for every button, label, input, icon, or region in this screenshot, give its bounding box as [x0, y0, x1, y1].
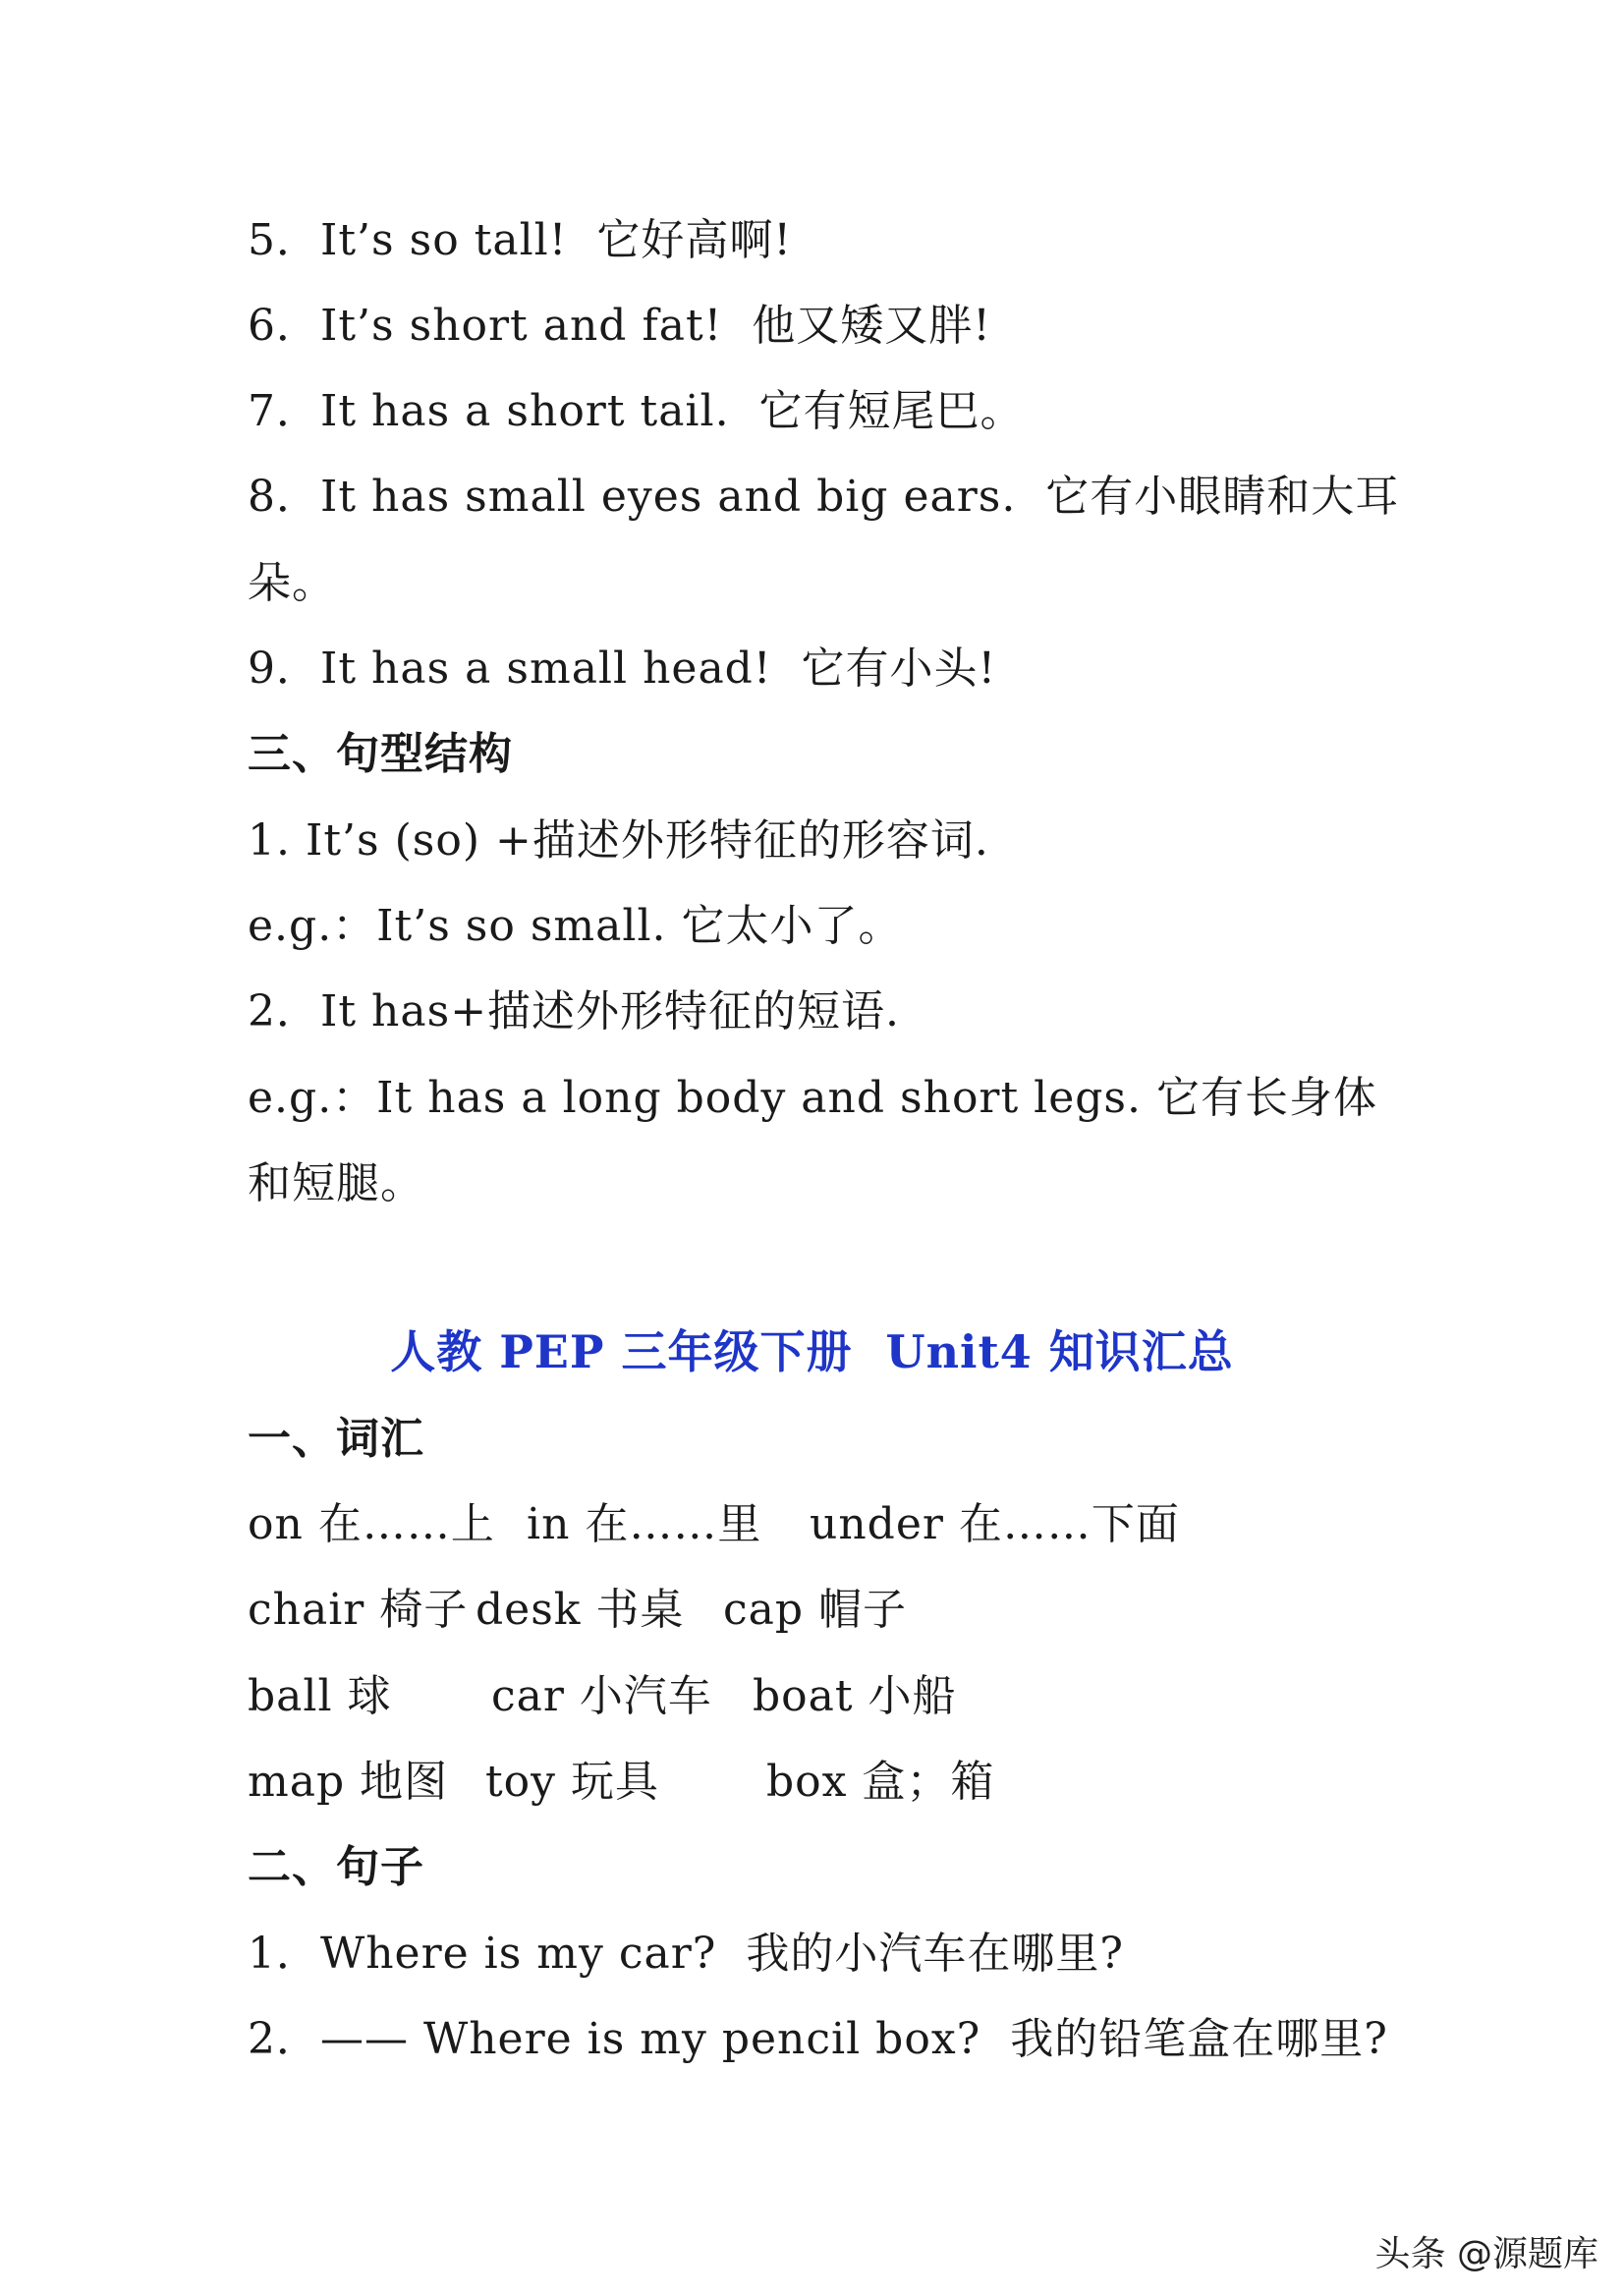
structure-example-2-continued: 和短腿。 [248, 1158, 424, 1208]
sentence-8-continued: 朵。 [248, 558, 336, 608]
sentence-5: 5．It’s so tall! 它好高啊! [248, 215, 793, 265]
vocab-item: ball 球 [248, 1671, 392, 1721]
vocab-item: cap 帽子 [723, 1585, 908, 1635]
structure-example-1: e.g.：It’s so small. 它太小了。 [248, 901, 903, 951]
vocab-item: box 盒；箱 [766, 1757, 995, 1807]
watermark: 头条 @源题库 [1374, 2234, 1598, 2274]
section-heading-sentences: 二、句子 [248, 1842, 424, 1892]
sentence-8: 8．It has small eyes and big ears. 它有小眼睛和大耳 [248, 472, 1400, 522]
unit4-sentence-1: 1．Where is my car? 我的小汽车在哪里? [248, 1929, 1124, 1979]
structure-line-1: 1. It’s (so) +描述外形特征的形容词. [248, 815, 989, 866]
vocab-item: chair 椅子 [248, 1585, 469, 1635]
sentence-9: 9．It has a small head! 它有小头! [248, 644, 997, 694]
vocab-item: desk 书桌 [476, 1585, 685, 1635]
vocab-item: under 在……下面 [810, 1499, 1180, 1549]
sentence-7: 7．It has a short tail. 它有短尾巴。 [248, 386, 1025, 436]
section-heading-structure: 三、句型结构 [248, 729, 513, 779]
vocab-item: map 地图 [248, 1757, 449, 1807]
section-heading-vocab: 一、词汇 [248, 1414, 424, 1464]
vocab-item: toy 玩具 [485, 1757, 660, 1807]
unit4-sentence-2: 2．—— Where is my pencil box? 我的铅笔盒在哪里? [248, 2014, 1388, 2064]
unit4-title: 人教 PEP 三年级下册 Unit4 知识汇总 [390, 1325, 1234, 1378]
vocab-row [248, 1583, 1427, 1638]
structure-example-2: e.g.：It has a long body and short legs. 它有长身体 [248, 1073, 1377, 1123]
vocab-item: car 小汽车 [491, 1671, 712, 1721]
vocab-row [248, 1497, 1427, 1552]
vocab-item: in 在……里 [527, 1499, 762, 1549]
vocab-row [248, 1755, 1427, 1810]
vocab-item: on 在……上 [248, 1499, 495, 1549]
vocab-row [248, 1669, 1427, 1724]
structure-line-2: 2．It has+描述外形特征的短语. [248, 986, 901, 1036]
sentence-6: 6．It’s short and fat! 他又矮又胖! [248, 301, 991, 351]
vocab-item: boat 小船 [753, 1671, 957, 1721]
